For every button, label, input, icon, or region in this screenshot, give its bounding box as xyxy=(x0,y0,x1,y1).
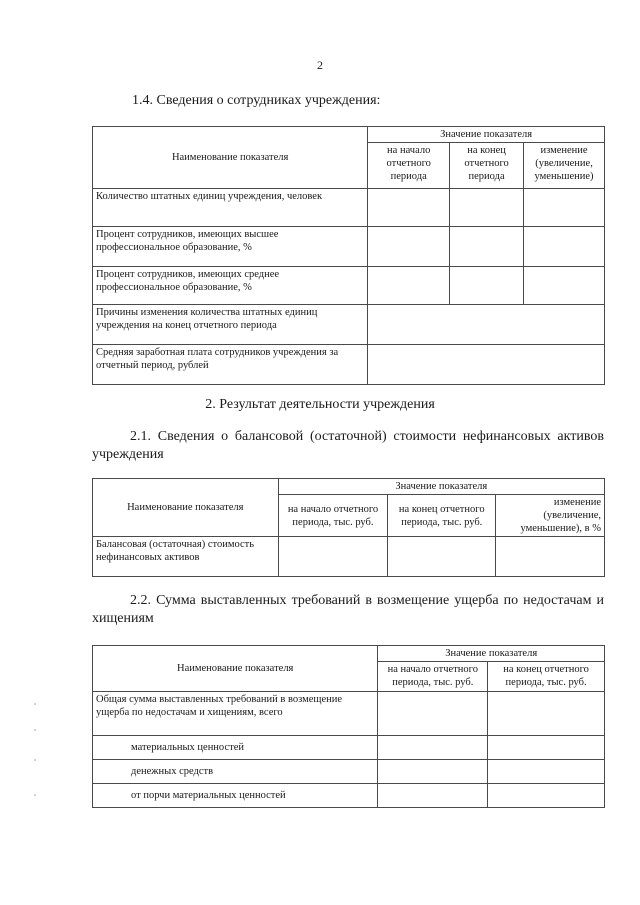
header-start: на начало отчетного периода, тыс. руб. xyxy=(378,662,488,692)
staff-table xyxy=(92,126,605,385)
table-row xyxy=(93,784,605,808)
value-cell xyxy=(524,227,605,267)
header-start: на начало отчетного периода xyxy=(368,143,450,189)
value-cell xyxy=(378,760,488,784)
row-label: Количество штатных единиц учреждения, человек xyxy=(93,189,368,227)
table-row xyxy=(93,189,605,227)
row-label: Процент сотрудников, имеющих высшее профессиональное образование, % xyxy=(93,227,368,267)
header-end: на конец отчетного периода xyxy=(450,143,524,189)
section-2-1-number: 2.1. xyxy=(130,429,151,444)
assets-table xyxy=(92,478,605,577)
table-row xyxy=(93,305,605,345)
section-2-1-text: Сведения о балансовой (остаточной) стоимости нефинансовых активов учреждения xyxy=(92,429,604,462)
table-row xyxy=(93,692,605,736)
value-cell xyxy=(378,692,488,736)
value-cell xyxy=(496,537,605,577)
row-label: Балансовая (остаточная) стоимость нефинансовых активов xyxy=(93,537,279,577)
header-start: на начало отчетного периода, тыс. руб. xyxy=(278,495,388,537)
header-end: на конец отчетного периода, тыс. руб. xyxy=(488,662,605,692)
value-cell-merged xyxy=(368,345,605,385)
damage-claims-table xyxy=(92,645,605,808)
value-cell xyxy=(488,692,605,736)
row-label: материальных ценностей xyxy=(93,736,378,760)
row-label: от порчи материальных ценностей xyxy=(93,784,378,808)
header-value-group: Значение показателя xyxy=(368,127,605,143)
header-value-group: Значение показателя xyxy=(378,646,605,662)
value-cell xyxy=(368,227,450,267)
table-row xyxy=(93,736,605,760)
value-cell xyxy=(368,189,450,227)
value-cell xyxy=(488,736,605,760)
scan-artifact-dots xyxy=(33,700,39,820)
header-name: Наименование показателя xyxy=(93,127,368,189)
value-cell-merged xyxy=(368,305,605,345)
section-1-4-heading: 1.4. Сведения о сотрудниках учреждения: xyxy=(132,93,381,108)
value-cell xyxy=(450,189,524,227)
value-cell xyxy=(488,784,605,808)
header-name: Наименование показателя xyxy=(93,479,279,537)
row-label: Средняя заработная плата сотрудников учреждения за отчетный период, рублей xyxy=(93,345,368,385)
header-end: на конец отчетного периода, тыс. руб. xyxy=(388,495,496,537)
value-cell xyxy=(378,784,488,808)
row-label: Общая сумма выставленных требований в возмещение ущерба по недостачам и хищениям, всего xyxy=(93,692,378,736)
table-row xyxy=(93,227,605,267)
value-cell xyxy=(488,760,605,784)
section-2-1-heading xyxy=(92,428,604,464)
header-change: изменение (увеличение, уменьшение), в % xyxy=(496,495,605,537)
section-2-2-heading xyxy=(92,592,604,628)
table-row xyxy=(93,537,605,577)
header-change: изменение (увеличение, уменьшение) xyxy=(524,143,605,189)
row-label: Процент сотрудников, имеющих среднее профессиональное образование, % xyxy=(93,267,368,305)
value-cell xyxy=(524,267,605,305)
value-cell xyxy=(388,537,496,577)
value-cell xyxy=(450,227,524,267)
section-2-2-number: 2.2. xyxy=(130,593,151,608)
table-row xyxy=(93,345,605,385)
header-value-group: Значение показателя xyxy=(278,479,604,495)
value-cell xyxy=(368,267,450,305)
header-name: Наименование показателя xyxy=(93,646,378,692)
row-label: Причины изменения количества штатных единиц учреждения на конец отчетного периода xyxy=(93,305,368,345)
row-label: денежных средств xyxy=(93,760,378,784)
value-cell xyxy=(378,736,488,760)
page-number: 2 xyxy=(317,58,323,72)
table-row xyxy=(93,760,605,784)
section-2-2-text: Сумма выставленных требований в возмещение ущерба по недостачам и хищениям xyxy=(92,593,604,626)
value-cell xyxy=(278,537,388,577)
table-row xyxy=(93,267,605,305)
value-cell xyxy=(524,189,605,227)
section-2-heading: 2. Результат деятельности учреждения xyxy=(205,397,435,412)
value-cell xyxy=(450,267,524,305)
